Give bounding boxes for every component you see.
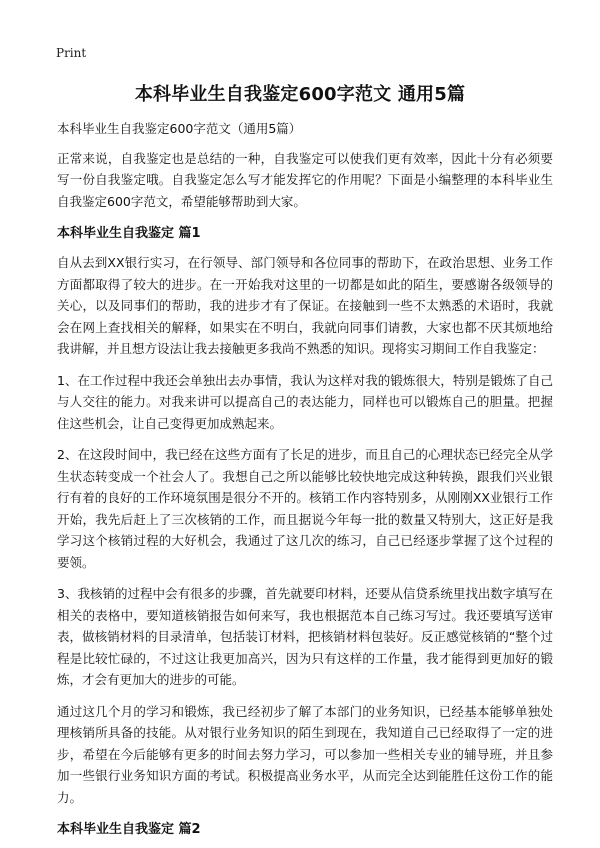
paragraph: 自从去到XX银行实习，在行领导、部门领导和各位同事的帮助下，在政治思想、业务工作方面都取得了较大的进步。在一开始我对这里的一切都是如此的陌生，要感谢各级领导的关心，以及同事们的帮助，我的进步才有了保证。在接触到一些不太熟悉的术语时，我就会在网上查找相关的解释，如果实在不明白，我就向同事们请教，大家也都不厌其烦地给我讲解，并且想方设法让我去接触更多我尚不熟悉的知识。现将实习期间工作自我鉴定： bbox=[57, 255, 553, 356]
paragraph: 通过这几个月的学习和锻炼，我已经初步了解了本部门的业务知识，已经基本能够单独处理核销所具备的技能。从对银行业务知识的陌生到现在，我知道自己已经取得了一定的进步，希望在今后能够有更多的时间去努力学习，可以参加一些相关专业的辅导班，并且参加一些银行业务知识方面的考试。积极提高业务水平，从而完全达到能胜任这份工作的能力。 bbox=[57, 703, 553, 805]
article-body bbox=[57, 118, 553, 848]
section-heading-1: 本科毕业生自我鉴定 篇1 bbox=[57, 226, 201, 241]
article-subtitle: 本科毕业生自我鉴定600字范文（通用5篇） bbox=[57, 121, 302, 136]
page-title: 本科毕业生自我鉴定600字范文 通用5篇 bbox=[134, 84, 466, 105]
paragraph: 3、我核销的过程中会有很多的步骤，首先就要印材料，还要从信贷系统里找出数字填写在相关的表格中，要知道核销报告如何来写，我也根据范本自己练习写过。我还要填写送审表，做核销材料的目录清单，包括装订材料，把核销材料包装好。反正感觉核销的“整个过程是比较忙碌的，不过这让我更加高兴，因为只有这样的工作量，我才能得到更加好的锻炼，才会有更加大的进步的可能。 bbox=[57, 586, 553, 687]
section-heading-2: 本科毕业生自我鉴定 篇2 bbox=[57, 822, 201, 837]
print-link[interactable]: Print bbox=[56, 46, 87, 60]
intro-paragraph: 正常来说，自我鉴定也是总结的一种，自我鉴定可以使我们更有效率，因此十分有必须要写一份自我鉴定哦。自我鉴定怎么写才能发挥它的作用呢？下面是小编整理的本科毕业生自我鉴定600字范文，希望能够帮助到大家。 bbox=[57, 150, 553, 209]
paragraph: 2、在这段时间中，我已经在这些方面有了长足的进步，而且自己的心理状态已经完全从学生状态转变成一个社会人了。我想自己之所以能够比较快地完成这种转换，跟我们兴业银行有着的良好的工作环境氛围是很分不开的。核销工作内容特别多，从刚刚XX业银行工作开始，我先后赶上了三次核销的工作，而且据说今年每一批的数量又特别大，这正好是我学习这个核销过程的大好机会，我通过了这几次的练习，自己已经逐步掌握了这个过程的要领。 bbox=[57, 447, 553, 570]
paragraph: 1、在工作过程中我还会单独出去办事情，我认为这样对我的锻炼很大，特别是锻炼了自己与人交往的能力。对我来讲可以提高自己的表达能力，同样也可以锻炼自己的胆量。把握住这些机会，让自己变得更加成熟起来。 bbox=[57, 372, 553, 431]
